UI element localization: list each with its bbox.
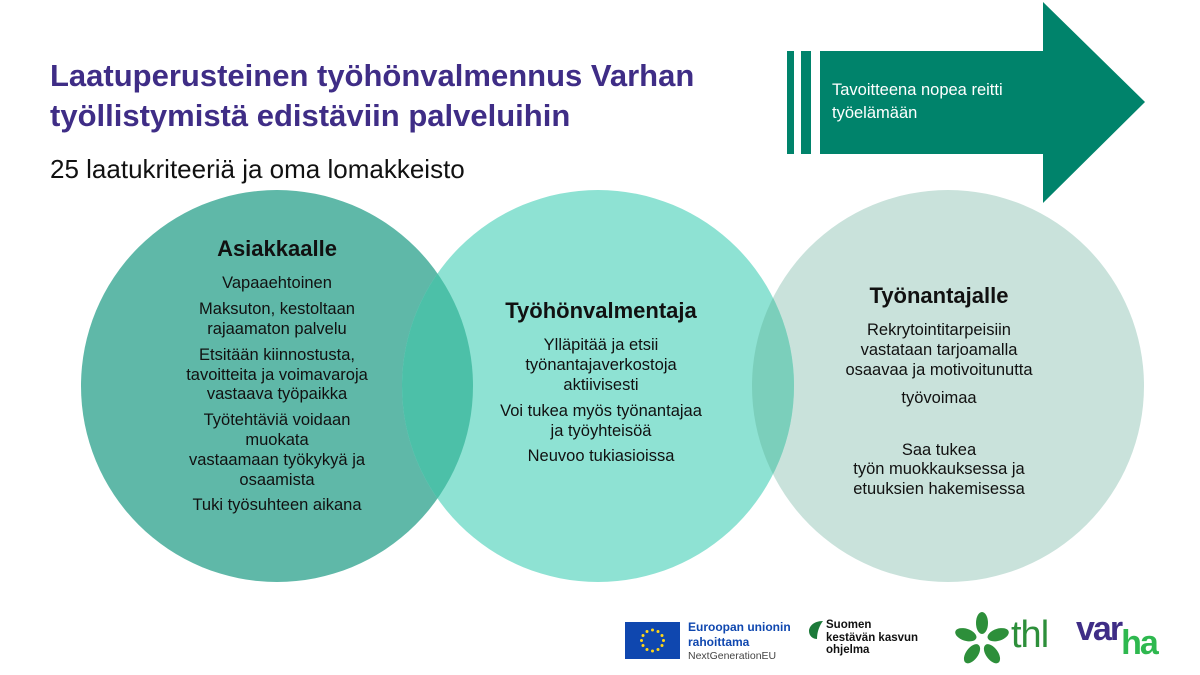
eu-funding-text bbox=[688, 620, 791, 663]
eu-line-2: rahoittama bbox=[688, 635, 750, 649]
varha-logo-bottom: ha bbox=[1121, 624, 1157, 662]
eu-line-3: NextGenerationEU bbox=[688, 650, 777, 662]
skk-line-2: kestävän kasvun bbox=[826, 631, 919, 644]
thl-logo-text: thl bbox=[1011, 614, 1049, 656]
circle-item: Etsitään kiinnostusta, tavoitteita ja voimavaroja vastaava työpaikka bbox=[186, 345, 368, 404]
arrow-text: Tavoitteena nopea reitti työelämään bbox=[832, 81, 1003, 123]
circle-tyohonvalmentaja-content bbox=[472, 298, 730, 473]
circle-item: Maksuton, kestoltaan rajaamaton palvelu bbox=[199, 300, 355, 338]
varha-logo bbox=[1076, 610, 1157, 662]
page-subtitle: 25 laatukriteeriä ja oma lomakkeisto bbox=[50, 154, 465, 184]
circle-item: Rekrytointitarpeisiin vastataan tarjoamalla osaavaa ja motivoitunutta bbox=[845, 321, 1033, 379]
circle-asiakkaalle-content bbox=[152, 236, 402, 522]
circle-item: Tuki työsuhteen aikana bbox=[192, 496, 362, 515]
sustainable-growth-text bbox=[826, 619, 918, 657]
circle-item: Saa tukea työn muokkauksessa ja etuuksien hakemisessa bbox=[853, 440, 1025, 499]
varha-logo-top: var bbox=[1076, 610, 1122, 648]
circle-title: Työnantajalle bbox=[869, 283, 1009, 308]
circle-item: Työtehtäviä voidaan muokata vastaamaan työkykyä ja osaamista bbox=[188, 411, 366, 489]
circle-item: työvoimaa bbox=[901, 388, 977, 407]
footer-logos bbox=[0, 600, 1200, 675]
sustainable-growth-leaf-icon bbox=[809, 619, 825, 641]
eu-flag-icon bbox=[625, 622, 680, 659]
circle-item: Neuvoo tukiasioissa bbox=[527, 447, 675, 466]
thl-flower-icon bbox=[954, 612, 1010, 668]
circle-title: Työhönvalmentaja bbox=[505, 298, 697, 323]
page-title: Laatuperusteinen työhönvalmennus Varhan työllistymistä edistäviin palveluihin bbox=[50, 58, 695, 134]
circle-tyonantajalle-content bbox=[808, 283, 1070, 506]
skk-line-1: Suomen bbox=[826, 619, 872, 631]
circle-item: Vapaaehtoinen bbox=[222, 274, 332, 293]
circle-item: Ylläpitää ja etsii työnantajaverkostoja aktiivisesti bbox=[525, 336, 677, 394]
circle-item: Voi tukea myös työnantajaa ja työyhteisöä bbox=[500, 401, 702, 440]
skk-line-3: ohjelma bbox=[826, 644, 870, 657]
eu-line-1: Euroopan unionin bbox=[688, 620, 791, 634]
circle-title: Asiakkaalle bbox=[217, 236, 337, 261]
